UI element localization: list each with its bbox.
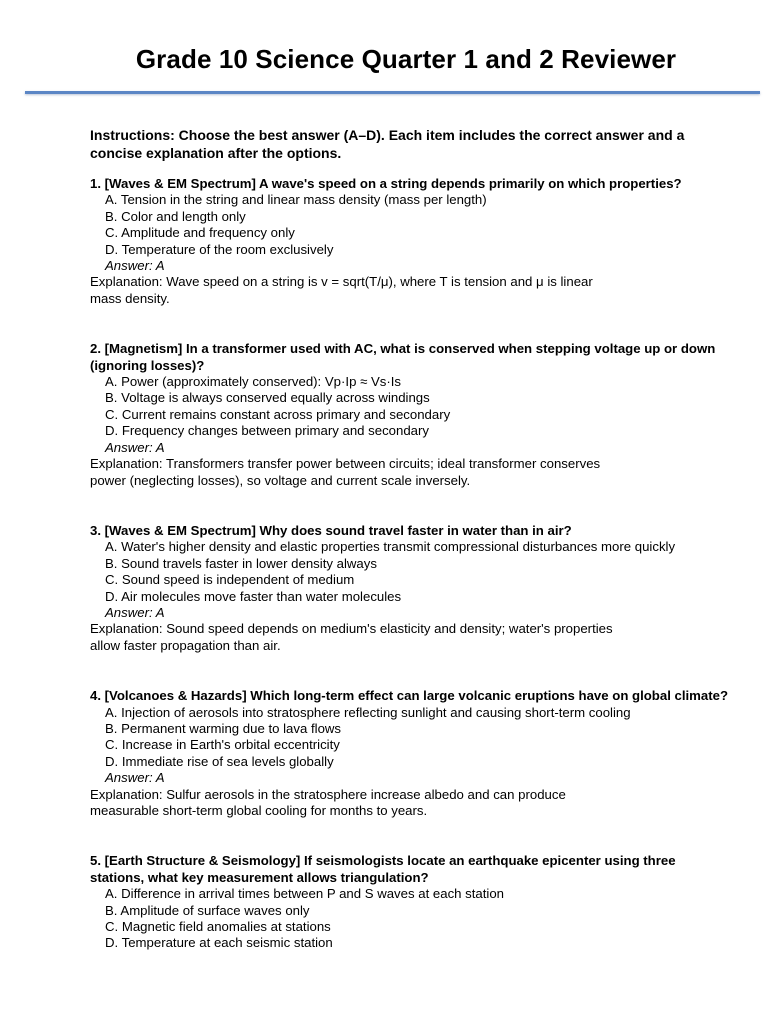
explanation-line: Explanation: Sound speed depends on medium's elasticity and density; water's properties bbox=[90, 621, 613, 637]
question-item bbox=[90, 523, 730, 654]
question-item bbox=[90, 688, 730, 819]
answer-option: D. Temperature at each seismic station bbox=[105, 935, 333, 951]
question-item bbox=[90, 176, 730, 307]
answer-option: D. Air molecules move faster than water molecules bbox=[105, 588, 402, 604]
question-text: 2. [Magnetism] In a transformer used with AC, what is conserved when stepping voltage up or down (ignoring losses)? bbox=[90, 341, 716, 373]
correct-answer: Answer: A bbox=[105, 770, 165, 786]
explanation-line: mass density. bbox=[90, 290, 170, 306]
question-text: 1. [Waves & EM Spectrum] A wave's speed on a string depends primarily on which properties? bbox=[90, 176, 682, 191]
correct-answer: Answer: A bbox=[105, 258, 165, 274]
answer-option: C. Magnetic field anomalies at stations bbox=[105, 919, 331, 935]
document-body bbox=[90, 127, 730, 986]
answer-option: C. Sound speed is independent of medium bbox=[105, 572, 355, 588]
page-title: Grade 10 Science Quarter 1 and 2 Reviewer bbox=[135, 44, 677, 74]
explanation-line: allow faster propagation than air. bbox=[90, 637, 281, 653]
question-text: 5. [Earth Structure & Seismology] If seismologists locate an earthquake epicenter using three stations, what key measurement allows triangulation? bbox=[90, 853, 676, 885]
explanation-line: Explanation: Transformers transfer power between circuits; ideal transformer conserves bbox=[90, 456, 601, 472]
answer-option: D. Temperature of the room exclusively bbox=[105, 241, 334, 257]
question-text: 3. [Waves & EM Spectrum] Why does sound travel faster in water than in air? bbox=[90, 522, 572, 538]
explanation bbox=[90, 621, 730, 654]
title-divider bbox=[25, 91, 760, 94]
answer-option: C. Increase in Earth's orbital eccentricity bbox=[105, 737, 340, 753]
explanation bbox=[90, 787, 730, 820]
correct-answer: Answer: A bbox=[105, 604, 165, 620]
answer-option: A. Power (approximately conserved): Vp·Ip ≈ Vs·Is bbox=[105, 374, 402, 390]
answer-option: A. Water's higher density and elastic properties transmit compressional disturbances more quickly bbox=[105, 539, 676, 555]
answer-option: A. Difference in arrival times between P and S waves at each station bbox=[105, 886, 505, 902]
question-text: 4. [Volcanoes & Hazards] Which long-term effect can large volcanic eruptions have on global climate? bbox=[90, 688, 729, 704]
answer-option: B. Sound travels faster in lower density always bbox=[105, 555, 377, 571]
answer-option: D. Frequency changes between primary and secondary bbox=[105, 423, 430, 439]
correct-answer: Answer: A bbox=[105, 439, 165, 455]
answer-option: D. Immediate rise of sea levels globally bbox=[105, 753, 334, 769]
explanation bbox=[90, 456, 730, 489]
answer-option: C. Current remains constant across primary and secondary bbox=[105, 406, 451, 422]
explanation-line: Explanation: Wave speed on a string is v = sqrt(T/μ), where T is tension and μ is linear bbox=[90, 274, 593, 290]
answer-option: B. Amplitude of surface waves only bbox=[105, 902, 310, 918]
explanation-line: power (neglecting losses), so voltage and current scale inversely. bbox=[90, 472, 471, 488]
answer-option: A. Injection of aerosols into stratosphere reflecting sunlight and causing short-term cooling bbox=[105, 704, 631, 720]
explanation-line: measurable short-term global cooling for months to years. bbox=[90, 803, 428, 818]
question-item bbox=[90, 853, 730, 951]
answer-option: C. Amplitude and frequency only bbox=[105, 225, 295, 241]
answer-option: B. Permanent warming due to lava flows bbox=[105, 720, 342, 736]
question-item bbox=[90, 341, 730, 489]
answer-option: B. Voltage is always conserved equally across windings bbox=[105, 390, 430, 406]
instructions: Instructions: Choose the best answer (A–D). Each item includes the correct answer and a concise explanation after the options. bbox=[90, 127, 685, 161]
explanation-line: Explanation: Sulfur aerosols in the stratosphere increase albedo and can produce bbox=[90, 786, 566, 802]
answer-option: A. Tension in the string and linear mass density (mass per length) bbox=[105, 192, 487, 208]
explanation bbox=[90, 274, 730, 307]
answer-option: B. Color and length only bbox=[105, 208, 246, 224]
